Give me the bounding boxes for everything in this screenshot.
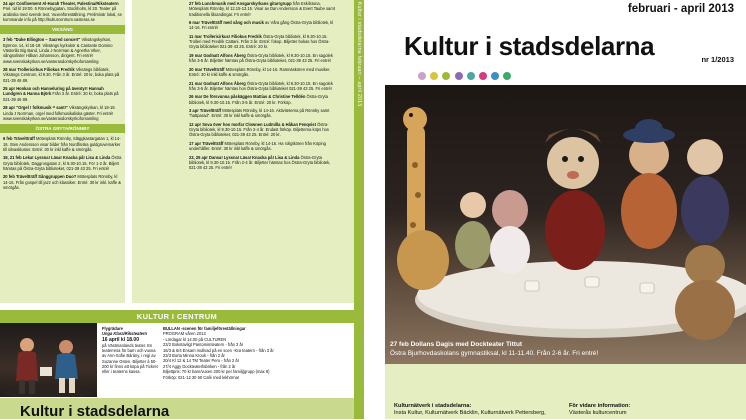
bullan-line: 23/2 Bokstavligt Pantomimteatern - från 3 år xyxy=(163,342,244,348)
cover-page xyxy=(364,0,746,419)
theater-company: Unga Klara/Riksteatern xyxy=(102,331,148,337)
event-entry: 25 apr Honkan och Hanneluring på äventyr! Hannah Lundgren & Hanna Björk Från 3 år. Entré: 20 kr, boka plats på 021-39 46 89. xyxy=(3,86,119,102)
bullan-line: 27/4 Aggy Dockteaterfabriken - från 2 år xyxy=(163,363,236,369)
event-entry: 3 apr Träveltträff Mötesplats Rönnby, kl 14-16. Aktiviteterna på Rönnby samt "hattparad". Entré: 30 kr inkl kaffe & smörgås. xyxy=(189,108,330,119)
event-entry: 23, 25 apr Dansa! Lyssna! Läsa! Knacka på! Lisa & Linda Östra-Gryta bibliotek, kl 9.30-10.15. Från 2-4 år. Biljetter hämtas hos Östra-Gryta bibliotek, 021-39 43 25. Fri entré! xyxy=(189,154,331,171)
event-entry: 19, 21 feb Leka! Lyssna! Läsa! Knacka på! Lisa & Linda Östra Gryta bibliotek, Daggrosgatan 2, kl 9.30-10.15. För 1-2 år. Biljett hämtas på Östra-Gryta biblioteket, 021-39 43 25. Fri entré! xyxy=(3,155,122,171)
bullan-line: Biljettpris: 70 kr barn/vuxen 200 kr per familj(grupp (max 8) xyxy=(163,369,270,375)
section-header-kultur-i-centrum: KULTUR I CENTRUM xyxy=(0,310,354,323)
color-dot xyxy=(491,72,499,80)
color-dot xyxy=(418,72,426,80)
network-info xyxy=(394,403,546,416)
event-column-2 xyxy=(132,0,354,303)
bullan-subtitle: PROGRAM våren 2013 xyxy=(163,331,206,337)
event-entry: 12 apr Sova över hos morfar Clownen Ludmilla & Håkan Fenqvist Östra-Gryta bibliotek, kl 9.30-10.15. Från 2-4 år. Endast förköp. Biljetterna köps hos Östra-Gryta biblioteket, 021-39 43 25. Entré: 20 kr. xyxy=(189,121,329,138)
section-header-ostra-gryta: ÖSTRA GRYTA/RÖNNBY xyxy=(0,124,125,133)
color-dot xyxy=(467,72,475,80)
bottom-title: Kultur i stadsdelarna xyxy=(20,403,170,420)
event-entry xyxy=(3,1,122,22)
bullan-line: 20/4 Kl 12 & 14 TM Teater Pero - från 2 år xyxy=(163,358,240,364)
network-heading: Kulturnätverk i stadsdelarna: xyxy=(394,403,472,409)
event-entry: 11 mar Trollericirkus! Filiokus Fredrik Östra-Gryta bibliotek, kl 9.30-10.15. Trolleri med Fredrik Cattani. Från 3 år. Entré: fokop. Biljetter bokas hos Östra-Gryta biblioteket 021-39 43 25. Entré: 20 kr. xyxy=(189,33,330,50)
contact-info xyxy=(569,403,630,416)
performers-illustration xyxy=(0,323,97,397)
contact-heading: För vidare information: xyxy=(569,403,631,409)
event-entry: 20 feb Träveltträff Sånggruppen Duo? Mötesplats Rönnby, kl 14-16. Från gospel till jazz och klassiker. Entré: 30 kr inkl. kaffe & smörgås. xyxy=(3,174,122,191)
network-body: Insta Kultur, Kulturnätverk Bäcklin, Kulturnätverk Pettersberg, xyxy=(394,409,546,416)
theater-photo xyxy=(0,323,97,397)
event-title: 24 apr Confinement Al-Harah Theater, Palestina/Riksteatern xyxy=(3,1,119,6)
bullan-program xyxy=(163,326,348,380)
theater-body: på Västmanlands teater. En teaterresa för barn och vuxna av Ann-Sofie Bárány, i regi av Suzanne Osten. Biljetter à 50-200 kr finns att köpa på Tickret eller i teaterns kassa. xyxy=(102,342,158,375)
bullan-line: Förköp: 021-12 30 60 Café med lekhörna! xyxy=(163,374,240,380)
cover-title: Kultur i stadsdelarna xyxy=(404,31,655,61)
issue-number: nr 1/2013 xyxy=(701,55,734,64)
event-entry: 17 apr Träveltträff Mötesplats Rönnby, kl 14-16. Ha roligtkören från Köping underhåller. Entré: 30 kr inkl kaffe & smörgås. xyxy=(189,140,326,152)
theater-event xyxy=(102,326,160,375)
color-dot xyxy=(455,72,463,80)
color-dot xyxy=(479,72,487,80)
event-entry: 27 feb Lunchmusik med Ansgarskyrkans gitarrgrupp från Eskilstuna. Mötesplats Rönnby, kl 12.15-13.15. Visar av Dan Andersson & Evert Taube samt traditionella låsandingar. Fri entré! xyxy=(189,1,335,17)
cover-photo xyxy=(385,85,746,364)
bullan-line: 16/3 & 6/4 Ensam mullvad på en scen -Krø teatern - från 3 år xyxy=(163,347,274,353)
color-dot xyxy=(503,72,511,80)
event-entry: 6 feb Träveltträff Mötesplats Rönnby, Släggkastargatan 1, kl 14-16. Sten Andersson visar bilder från Nordfinska guldgruvemarker till silvaskluster. Entré: 30 kr inkl kaffe & smörgås. xyxy=(3,136,121,152)
cover-date: februari - april 2013 xyxy=(627,3,734,15)
color-dot xyxy=(442,72,450,80)
event-entry: 19 mar Godnatt Alfons Åberg Östra-Gryta bibliotek, kl 9.30-10.15. En sagolek från 3-5 år. Biljetter hämtas på Östra-Gryta biblioteket, 021-39 43 25. Fri entré! xyxy=(189,52,333,64)
theater-date: 16 april kl 18.00 xyxy=(102,336,139,343)
event-column-1 xyxy=(0,0,125,303)
bullan-line: - Lördagar kl 14.00 på CULTUREN xyxy=(163,336,227,342)
theater-title: Flygrädare xyxy=(102,326,123,331)
contact-body: Västerås kulturcentrum xyxy=(569,409,627,416)
color-dot xyxy=(430,72,438,80)
event-entry: 21 mar Godnatt Alfons Åberg Östra-Gryta bibliotek, kl 9.30-10.15. En sagolek från 3-5 år. Biljetter hämtas hos Östra-Gryta biblioteket 021-39 43 25. Fri entré! xyxy=(189,80,333,91)
caption-title: 27 feb Dollans Dagis med Dockteater Tittut xyxy=(390,341,523,348)
event-entry: 6 mar Träveltträff med sång och musik av Våra gång Östra-Gryta bibliotek, kl 14-16. Fri entré! xyxy=(189,20,334,31)
event-entry: 28 apr "Orgel ! folkmusik = sant!" Viksängskyrkan, kl 18-19. Linda J Norrman, orgel med folkmusikaliska gäster. Fri entré! www.svenskakyrkan.se/vasterasdomkyrkoforsamling xyxy=(3,105,116,121)
photo-caption xyxy=(390,341,598,358)
section-header-viksang: VIKSÄNG xyxy=(0,25,125,34)
color-dots xyxy=(418,72,511,80)
bullan-line: 23/3 Borta Minna Krook - från 2 år xyxy=(163,353,225,359)
puppets-illustration xyxy=(385,85,746,364)
event-entry: 20 mar Träveltträff Mötesplats Rönnby, kl 14-16. Ramnäskören med musiker. Entré: 30 kr inkl kaffe & smörgås. xyxy=(189,66,331,78)
event-entry: 26 mar De försvunna påskäggen Mattias & Christine Telldén Östra-Gryta bibliotek, kl 9.30-10.15. Från 3-5 år. Entré: 20 kr. Förköp. xyxy=(189,94,328,105)
event-body: Prel. tid kl 19:00. 5 Rönnebygatan, Stockholm, kl 20. Teater på arabiska med svensk text. Vuxenföreställning. Preliminär lokal, se kommande info på http://kulturcentrum.vasteras.se xyxy=(3,6,122,22)
event-entry: 3 feb "Duke Ellington – Sacred concert" Viksängskyrkan, Björnöv. 14, kl 18-19. Viksängs kyrkokör & Cantante Domino Västerås Big Band, Linda J Norrman & Agnetha Viker, sångsolister Håkan Johansson, dirigent. Fri entré! www.svenskakyrkan.se/vasterasdomkyrkoforsamling xyxy=(3,37,113,64)
bullan-title: BULLAN -scenen för familjeföreställningar xyxy=(163,326,246,331)
caption-body: Östra Bjurhovdaskolans gymnastiksal, kl 11-11.40. Från 2-6 år. Fri entré! xyxy=(390,349,599,357)
event-entry: 28 mar Trollericirkus Filiokus Fredrik Viksängs bibliotek, Viksängs Centrum, kl 9.30. Från 3 år. Entré: 20 kr, boka plats på 021-39 46 89. xyxy=(3,67,120,83)
spine-text: Kultur i stadsdelarna februari – april 2013 xyxy=(356,2,362,107)
